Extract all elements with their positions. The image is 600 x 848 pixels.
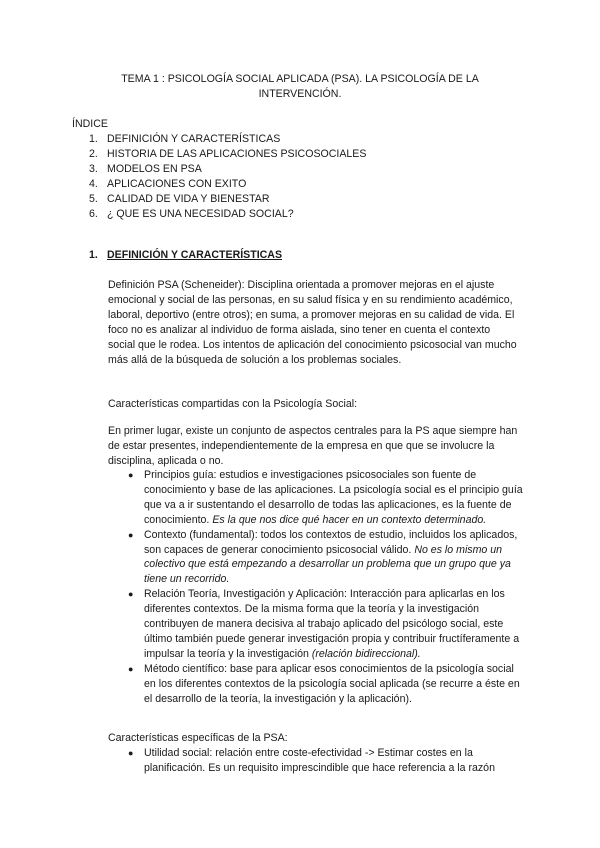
shared-characteristics-heading: Características compartidas con la Psicología Social: xyxy=(108,398,358,410)
index-item-number: 5. xyxy=(89,193,98,205)
index-item-number: 6. xyxy=(89,208,98,220)
list-item-note: No es lo mismo un colectivo que está empezando a desarrollar un problema que un grupo que ya tiene un recorrido. xyxy=(144,543,511,586)
shared-characteristics-list xyxy=(128,468,524,707)
list-item-text: Relación Teoría, Investigación y Aplicación: Interacción para aplicarlas en los diferentes contextos. De la misma forma que la teoría y la investigación contribuyen de manera decisiva al trabajo aplicado del psicólogo social, este último también puede generar investigación propia y contribuir fructíferamente a impulsar la teoría y la investigación xyxy=(144,588,520,660)
list-item xyxy=(128,587,524,662)
section-heading xyxy=(89,248,282,263)
title-line-1: TEMA 1 : PSICOLOGÍA SOCIAL APLICADA (PSA). LA PSICOLOGÍA DE LA xyxy=(121,73,479,85)
section-number: 1. xyxy=(89,249,98,261)
list-item xyxy=(128,468,524,528)
index-item xyxy=(89,162,366,177)
bullet-icon: ● xyxy=(128,748,134,758)
list-item-text: Contexto (fundamental): todos los contextos de estudio, incluidos los aplicados, son capaces de generar conocimiento psicosocial válido. xyxy=(144,528,518,556)
index-item xyxy=(89,207,366,222)
index-item-label: ¿ QUE ES UNA NECESIDAD SOCIAL? xyxy=(107,208,294,220)
list-item-text: Método científico: base para aplicar esos conocimientos de la psicología social en los diferentes contextos de la psicología social aplicada (se recurre a éste en el desarrollo de la teoría, la investigación y la aplicación). xyxy=(144,662,520,705)
bullet-icon: ● xyxy=(128,663,134,674)
specific-characteristics-heading: Características específicas de la PSA: xyxy=(108,732,288,744)
index-item xyxy=(89,132,366,147)
document-title xyxy=(96,72,504,102)
list-item-note: Es la que nos dice qué hacer en un contexto determinado. xyxy=(212,513,487,526)
bullet-icon: ● xyxy=(128,470,134,480)
index-heading: ÍNDICE xyxy=(72,118,108,130)
title-line-2: INTERVENCIÓN. xyxy=(258,88,342,100)
list-item-text: Principios guía: estudios e investigaciones psicosociales son fuente de conocimiento y base de las aplicaciones. La psicología social es el principio guía que va a ir sustentando el desarrollo de todas las aplicaciones, es la fuente de conocimiento. xyxy=(144,469,523,526)
index-item-label: CALIDAD DE VIDA Y BIENESTAR xyxy=(107,193,270,205)
list-item-note: (relación bidireccional). xyxy=(311,647,421,660)
index-item-number: 1. xyxy=(89,133,98,145)
index-item-number: 3. xyxy=(89,163,98,175)
index-item-number: 4. xyxy=(89,178,98,190)
list-item-text: Utilidad social: relación entre coste-efectividad -> Estimar costes en la planificación. Es un requisito imprescindible que hace referencia a la razón xyxy=(144,747,495,774)
specific-characteristics-list xyxy=(128,746,524,776)
index-item-label: DEFINICIÓN Y CARACTERÍSTICAS xyxy=(107,133,281,145)
index-item-label: MODELOS EN PSA xyxy=(107,163,202,175)
index-item xyxy=(89,147,366,162)
index-item xyxy=(89,177,366,192)
index-item-number: 2. xyxy=(89,148,98,160)
index-list xyxy=(89,132,366,222)
bullet-icon: ● xyxy=(128,529,134,540)
shared-intro-paragraph: En primer lugar, existe un conjunto de aspectos centrales para la PS aque siempre han de estar presentes, independientemente de la empresa en que que se involucre la disciplina, aplicada o no. xyxy=(108,425,518,467)
list-item xyxy=(128,662,524,707)
index-item-label: HISTORIA DE LAS APLICACIONES PSICOSOCIALES xyxy=(107,148,367,160)
list-item xyxy=(128,528,524,588)
definition-paragraph: Definición PSA (Scheneider): Disciplina orientada a promover mejoras en el ajuste emocional y social de las personas, en su salud física y en su rendimiento académico, laboral, deportivo (entre otros); en suma, a promover mejoras en su calidad de vida. El foco no es analizar al individuo de forma aislada, sino tener en cuenta el contexto social que le rodea. Los intentos de aplicación del conocimiento psicosocial van mucho más allá de la búsqueda de solución a los problemas sociales. xyxy=(108,279,517,366)
index-item xyxy=(89,192,366,207)
bullet-icon: ● xyxy=(128,589,134,600)
section-title: DEFINICIÓN Y CARACTERÍSTICAS xyxy=(107,249,283,261)
index-item-label: APLICACIONES CON EXITO xyxy=(107,178,247,190)
list-item xyxy=(128,746,524,776)
